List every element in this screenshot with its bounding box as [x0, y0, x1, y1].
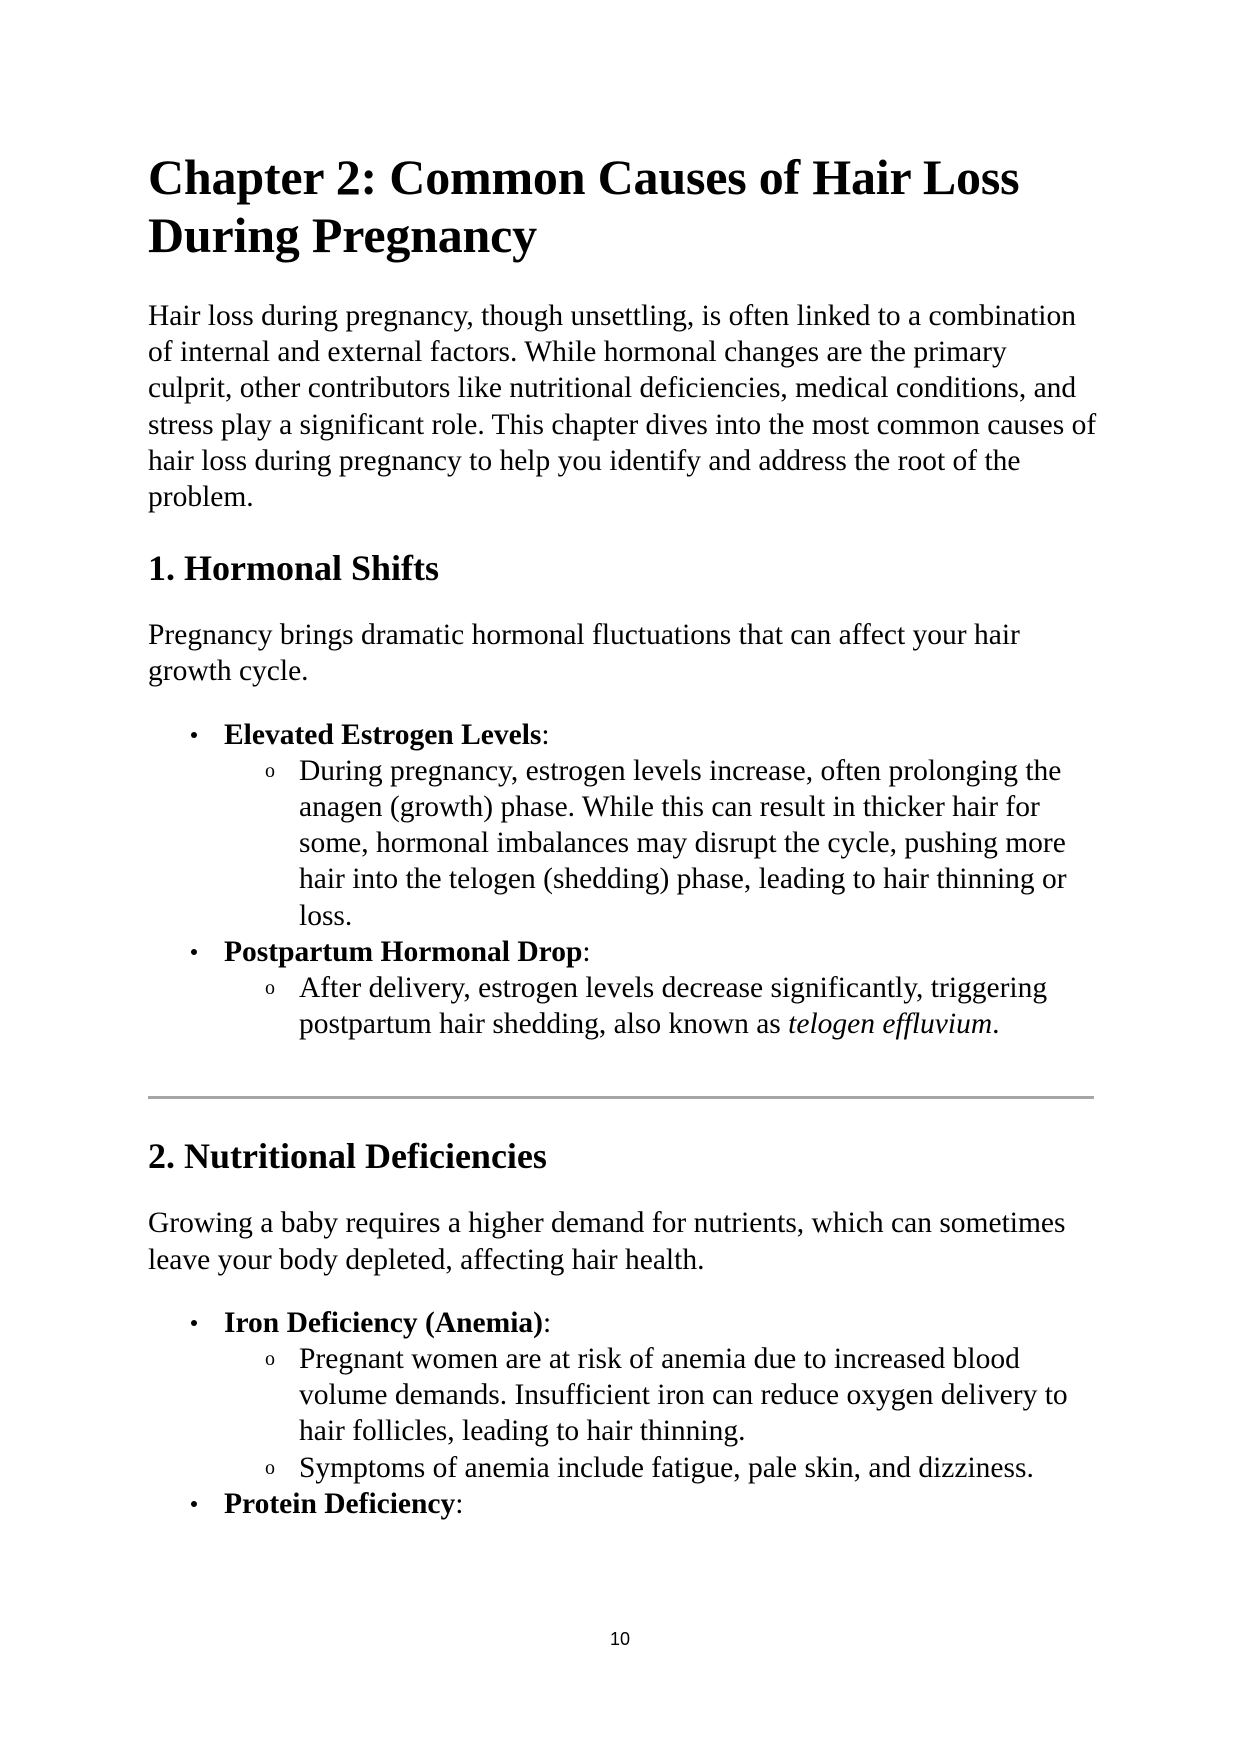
hormonal-shifts-list — [148, 717, 1098, 1043]
list-item — [148, 717, 1098, 934]
term-colon: : — [541, 718, 550, 751]
circle-bullet-icon: o — [265, 759, 275, 782]
list-item-term: Elevated Estrogen Levels — [224, 718, 542, 751]
bullet-icon — [184, 1305, 204, 1341]
circle-bullet-icon: o — [265, 1456, 275, 1479]
sub-list-item — [224, 1341, 1098, 1450]
chapter-intro: Hair loss during pregnancy, though unsettling, is often linked to a combination of internal and external factors. While hormonal changes are the primary culprit, other contributors like nutritional deficiencies, medical conditions, and stress play a significant role. This chapter dives into the most common causes of hair loss during pregnancy to help you identify and address the root of the problem. — [148, 300, 1097, 514]
list-item-term: Postpartum Hormonal Drop — [224, 935, 583, 968]
section-heading-nutritional-deficiencies: 2. Nutritional Deficiencies — [148, 1136, 547, 1177]
sub-list-item — [224, 753, 1098, 934]
chapter-title-line1: Chapter 2: Common Causes of Hair Loss — [148, 149, 1020, 205]
list-item-term: Protein Deficiency — [224, 1487, 456, 1520]
term-colon: : — [582, 935, 591, 968]
sub-list-item-text: Symptoms of anemia include fatigue, pale skin, and dizziness. — [299, 1451, 1034, 1484]
sub-list — [224, 1341, 1098, 1486]
sub-list-item-text: After delivery, estrogen levels decrease significantly, triggering postpartum hair shedding, also known as — [299, 972, 1048, 1041]
bullet-icon — [184, 1486, 204, 1522]
sub-list — [224, 970, 1098, 1042]
list-item-term: Iron Deficiency (Anemia) — [224, 1306, 543, 1339]
bullet-icon — [184, 717, 204, 753]
section-intro-nutritional-deficiencies: Growing a baby requires a higher demand for nutrients, which can sometimes leave your body depleted, affecting hair health. — [148, 1207, 1066, 1276]
sub-list-item — [224, 1450, 1098, 1486]
sub-list-item-text: During pregnancy, estrogen levels increase, often prolonging the anagen (growth) phase. While this can result in thicker hair for some, hormonal imbalances may disrupt the cycle, pushing more hair into the telogen (shedding) phase, leading to hair thinning or loss. — [299, 754, 1067, 932]
circle-bullet-icon: o — [265, 977, 275, 1000]
nutritional-deficiencies-list — [148, 1305, 1098, 1522]
section-heading-hormonal-shifts: 1. Hormonal Shifts — [148, 548, 440, 589]
horizontal-divider — [148, 1096, 1094, 1099]
section-intro-hormonal-shifts: Pregnancy brings dramatic hormonal fluctuations that can affect your hair growth cycle. — [148, 619, 1020, 688]
list-item — [148, 1305, 1098, 1486]
chapter-title — [148, 148, 1098, 264]
sentence-end: . — [992, 1008, 1000, 1041]
list-item — [148, 934, 1098, 1043]
circle-bullet-icon: o — [265, 1348, 275, 1371]
term-colon: : — [455, 1487, 464, 1520]
sub-list-item-text: Pregnant women are at risk of anemia due to increased blood volume demands. Insufficient iron can reduce oxygen delivery to hair follicles, leading to hair thinning. — [299, 1343, 1068, 1448]
sub-list — [224, 753, 1098, 934]
list-item — [148, 1486, 1098, 1522]
bullet-icon — [184, 934, 204, 970]
page-number: 10 — [609, 1629, 631, 1649]
page-content — [148, 148, 1098, 1522]
sub-list-item — [224, 970, 1098, 1042]
chapter-title-line2: During Pregnancy — [148, 207, 537, 263]
italic-term: telogen effluvium — [788, 1008, 993, 1041]
term-colon: : — [542, 1306, 552, 1339]
